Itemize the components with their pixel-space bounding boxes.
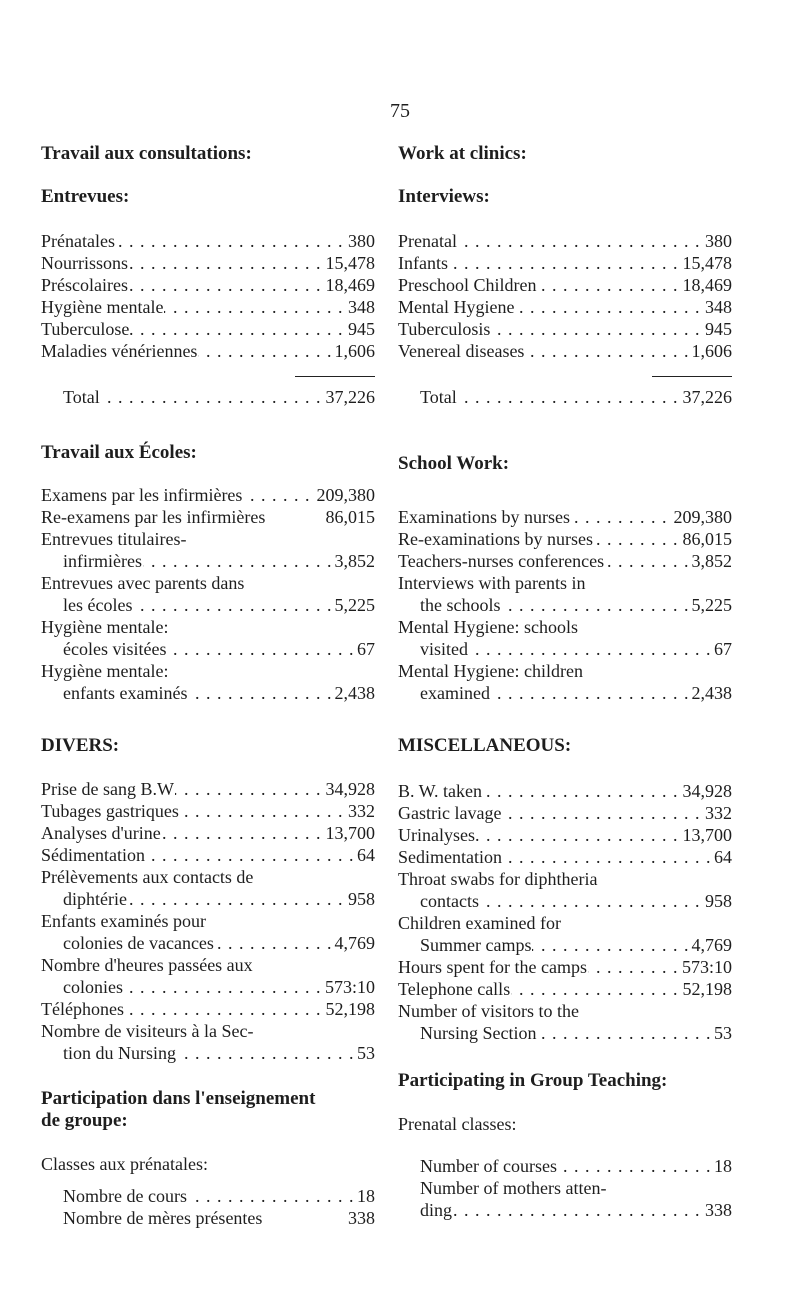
- misc-heading: DIVERS:: [41, 735, 120, 756]
- list-item: Mental Hygiene: children: [398, 661, 583, 681]
- list-item: . . . B. W. taken 34,928: [398, 780, 732, 802]
- list-item: Hygiène mentale:: [41, 661, 169, 681]
- list-item: . . . Tuberculosis 945: [398, 318, 732, 340]
- misc-heading: MISCELLANEOUS:: [398, 735, 572, 756]
- list-item: . . . Mental Hygiene 348: [398, 296, 732, 318]
- list-item: Nombre d'heures passées aux: [41, 955, 253, 975]
- list-item: . . . Maladies vénériennes 1,606: [41, 340, 375, 362]
- total-rule: [652, 376, 732, 377]
- list-item: . . . Urinalyses 13,700: [398, 824, 732, 846]
- list-item: . . . Teachers-nurses conferences 3,852: [398, 550, 732, 572]
- list-item: . . . Re-examinations by nurses 86,015: [398, 528, 732, 550]
- list-item: Mental Hygiene: schools: [398, 617, 578, 637]
- list-item: . . . Summer camps 4,769: [398, 934, 732, 956]
- group-teaching-heading: Participation dans l'enseignement: [41, 1088, 316, 1109]
- list-item: . . . écoles visitées 67: [41, 638, 375, 660]
- clinic-work-heading: Work at clinics:: [398, 143, 527, 164]
- list-item: Hygiène mentale:: [41, 617, 169, 637]
- list-item: . . . contacts 958: [398, 890, 732, 912]
- list-item: . . . Analyses d'urine 13,700: [41, 822, 375, 844]
- group-teaching-heading: Participating in Group Teaching:: [398, 1070, 668, 1091]
- clinic-work-heading: Travail aux consultations:: [41, 143, 252, 164]
- list-item: Re-examens par les infirmières 86,015: [41, 507, 375, 527]
- list-item: . . . Venereal diseases 1,606: [398, 340, 732, 362]
- list-item: Entrevues avec parents dans: [41, 573, 245, 593]
- list-item: . . . ding 338: [398, 1199, 732, 1221]
- list-item: . . . Nombre de cours 18: [41, 1185, 375, 1207]
- list-item: Throat swabs for diphtheria: [398, 869, 598, 889]
- list-item: . . . the schools 5,225: [398, 594, 732, 616]
- page-number: 75: [390, 100, 410, 122]
- total-row: . . . Total 37,226: [41, 386, 375, 408]
- interviews-list: [398, 230, 732, 362]
- list-item: . . . Sédimentation 64: [41, 844, 375, 866]
- list-item: . . . Tubages gastriques 332: [41, 800, 375, 822]
- school-work-list: [41, 484, 375, 704]
- list-item: . . . Préscolaires 18,469: [41, 274, 375, 296]
- list-item: . . . Nourrissons 15,478: [41, 252, 375, 274]
- interviews-total: [41, 386, 375, 408]
- total-rule: [295, 376, 375, 377]
- list-item: . . . Telephone calls 52,198: [398, 978, 732, 1000]
- group-teaching-heading-cont: de groupe:: [41, 1110, 128, 1131]
- list-item: . . . Number of courses 18: [398, 1155, 732, 1177]
- list-item: . . . Tuberculose 945: [41, 318, 375, 340]
- list-item: . . . Hygiène mentale 348: [41, 296, 375, 318]
- list-item: . . . Examens par les infirmières 209,380: [41, 484, 375, 506]
- list-item: Number of visitors to the: [398, 1001, 579, 1021]
- school-work-heading: Travail aux Écoles:: [41, 442, 197, 463]
- list-item: . . . les écoles 5,225: [41, 594, 375, 616]
- list-item: . . . Nursing Section 53: [398, 1022, 732, 1044]
- misc-list: [41, 778, 375, 1064]
- list-item: . . . Preschool Children 18,469: [398, 274, 732, 296]
- group-teaching-list: [41, 1185, 375, 1229]
- list-item: Nombre de visiteurs à la Sec-: [41, 1021, 254, 1041]
- list-item: Enfants examinés pour: [41, 911, 206, 931]
- list-item: Prélèvements aux contacts de: [41, 867, 254, 887]
- list-item: . . . examined 2,438: [398, 682, 732, 704]
- list-item: . . . diphtérie 958: [41, 888, 375, 910]
- interviews-heading: Entrevues:: [41, 186, 130, 207]
- list-item: . . . Prénatales 380: [41, 230, 375, 252]
- misc-list: [398, 780, 732, 1044]
- list-item: . . . tion du Nursing 53: [41, 1042, 375, 1064]
- list-item: . . . Hours spent for the camps 573:10: [398, 956, 732, 978]
- school-work-list: [398, 506, 732, 704]
- interviews-list: [41, 230, 375, 362]
- school-work-heading: School Work:: [398, 453, 510, 474]
- list-item: Nombre de mères présentes 338: [41, 1207, 375, 1229]
- list-item: Number of mothers atten-: [398, 1177, 732, 1199]
- list-item: . . . colonies 573:10: [41, 976, 375, 998]
- list-item: Children examined for: [398, 913, 561, 933]
- list-item: . . . visited 67: [398, 638, 732, 660]
- list-item: . . . Examinations by nurses 209,380: [398, 506, 732, 528]
- list-item: Entrevues titulaires-: [41, 529, 187, 549]
- list-item: . . . enfants examinés 2,438: [41, 682, 375, 704]
- group-teaching-list: [398, 1155, 732, 1221]
- prenatal-classes-heading: Prenatal classes:: [398, 1114, 517, 1134]
- list-item: . . . Gastric lavage 332: [398, 802, 732, 824]
- interviews-total: [398, 386, 732, 408]
- interviews-heading: Interviews:: [398, 186, 490, 207]
- list-item: Interviews with parents in: [398, 573, 586, 593]
- list-item: . . . infirmières 3,852: [41, 550, 375, 572]
- list-item: . . . Sedimentation 64: [398, 846, 732, 868]
- list-item: . . . Prise de sang B.W 34,928: [41, 778, 375, 800]
- list-item: . . . colonies de vacances 4,769: [41, 932, 375, 954]
- list-item: . . . Infants 15,478: [398, 252, 732, 274]
- list-item: . . . Téléphones 52,198: [41, 998, 375, 1020]
- list-item: . . . Prenatal 380: [398, 230, 732, 252]
- prenatal-classes-heading: Classes aux prénatales:: [41, 1154, 208, 1174]
- total-row: . . . Total 37,226: [398, 386, 732, 408]
